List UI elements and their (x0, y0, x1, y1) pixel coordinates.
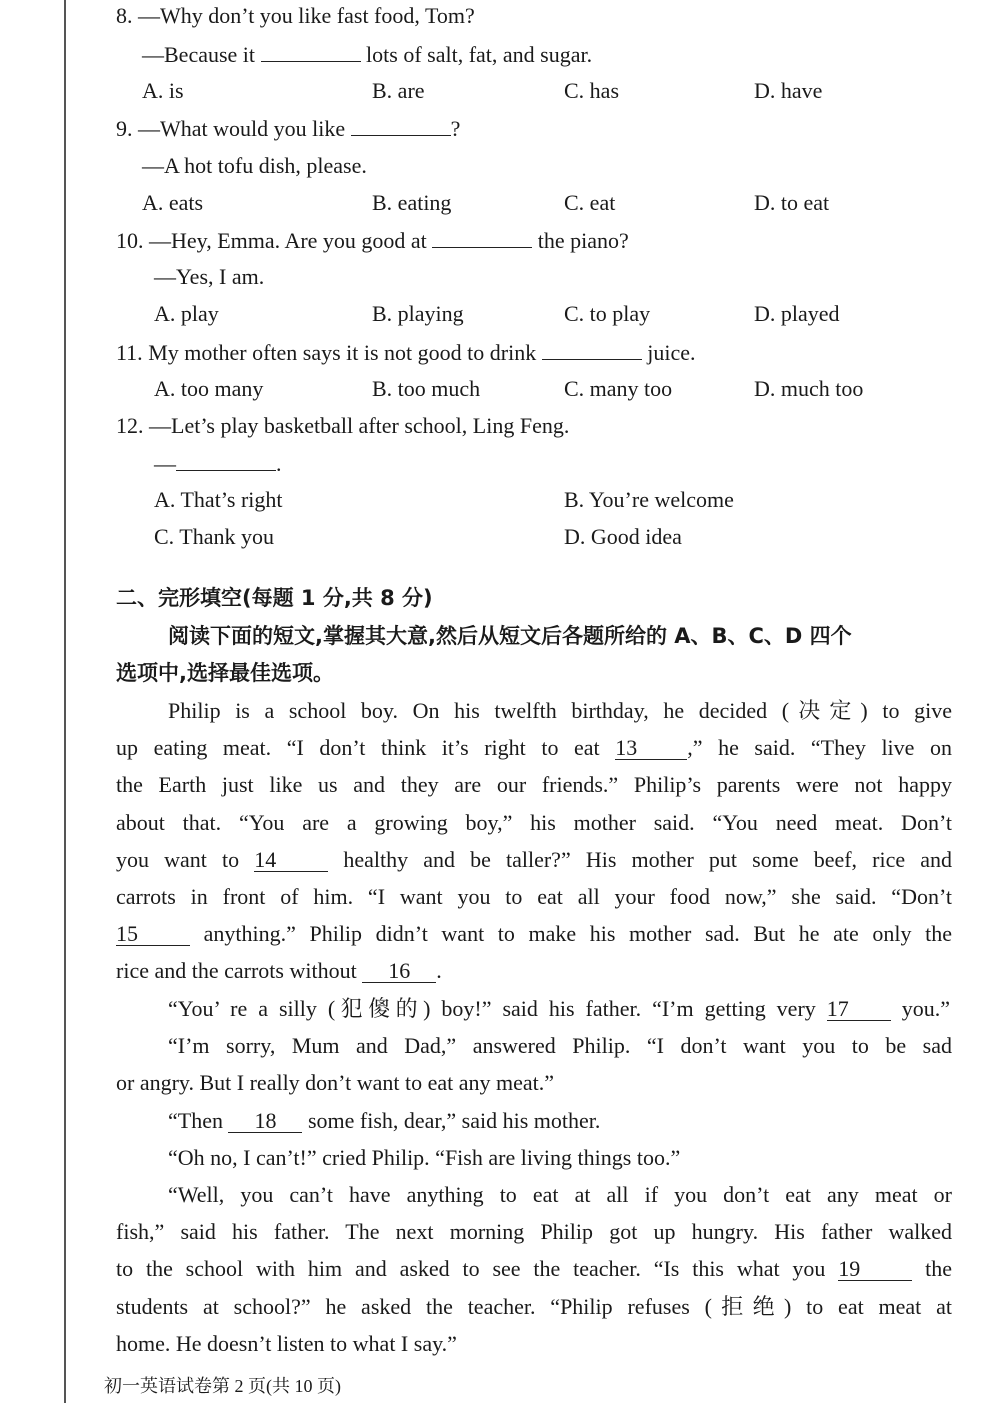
blank-16[interactable]: 16 (362, 960, 436, 983)
answer-blank (432, 227, 532, 248)
q8-option-c[interactable]: C. has (564, 78, 619, 103)
q12-option-b[interactable]: B. You’re welcome (564, 487, 734, 512)
section-instruction-1: 阅读下面的短文,掌握其大意,然后从短文后各题所给的 A、B、C、D 四个 (168, 624, 852, 648)
answer-blank (542, 339, 642, 360)
section-title: 二、完形填空(每题 1 分,共 8 分) (116, 586, 433, 610)
q9-line2: —A hot tofu dish, please. (142, 153, 367, 178)
q10-option-b[interactable]: B. playing (372, 301, 464, 326)
answer-blank (351, 115, 451, 136)
passage-line-8: rice and the carrots without 16 . (116, 958, 442, 983)
q8-line1: —Why don’t you like fast food, Tom? (138, 3, 475, 28)
margin-line (64, 0, 66, 1403)
blank-17[interactable]: 17 (827, 998, 891, 1021)
q10-option-a[interactable]: A. play (154, 301, 219, 326)
q12-option-a[interactable]: A. That’s right (154, 487, 283, 512)
q8-option-b[interactable]: B. are (372, 78, 425, 103)
section-instruction-2: 选项中,选择最佳选项。 (116, 661, 334, 685)
passage-line-6: carrots in front of him. “I want you to eat all your food now,” she said. “Don’t (116, 884, 952, 909)
q11-option-c[interactable]: C. many too (564, 376, 673, 401)
q9-option-a[interactable]: A. eats (142, 190, 204, 215)
blank-15[interactable]: 15 (116, 923, 190, 946)
answer-blank (176, 450, 276, 471)
passage-line-12: “Then 18 some fish, dear,” said his mother. (168, 1108, 601, 1133)
passage-line-14: “Well, you can’t have anything to eat at all if you don’t eat any meat or (168, 1182, 952, 1207)
q8-option-a[interactable]: A. is (142, 78, 184, 103)
passage-line-1: Philip is a school boy. On his twelfth birthday, he decided (决定) to give (168, 698, 952, 723)
passage-line-4: about that. “You are a growing boy,” his mother said. “You need meat. Don’t (116, 810, 952, 835)
blank-14[interactable]: 14 (254, 849, 328, 872)
q9-stem: 9. —What would you like ? (116, 116, 461, 141)
passage-line-9: “You’ re a silly (犯傻的) boy!” said his father. “I’m getting very 17 you.” (168, 996, 950, 1021)
passage-line-5: you want to 14 healthy and be taller?” His mother put some beef, rice and (116, 847, 953, 872)
q12-option-d[interactable]: D. Good idea (564, 524, 682, 549)
passage-line-13: “Oh no, I can’t!” cried Philip. “Fish are living things too.” (168, 1145, 681, 1170)
q8-number: 8. (116, 3, 133, 28)
passage-line-10: “I’m sorry, Mum and Dad,” answered Philip. “I don’t want you to be sad (168, 1033, 952, 1058)
q8-line2: —Because it lots of salt, fat, and sugar. (142, 42, 593, 67)
q12-stem: 12. —Let’s play basketball after school, Ling Feng. (116, 413, 570, 438)
q12-line2: — . (154, 451, 282, 476)
blank-19[interactable]: 19 (838, 1258, 912, 1281)
q11-option-a[interactable]: A. too many (154, 376, 264, 401)
passage-line-15: fish,” said his father. The next morning Philip got up hungry. His father walked (116, 1219, 952, 1244)
passage-line-7: 15 anything.” Philip didn’t want to make his mother sad. But he ate only the (116, 921, 952, 946)
passage-line-18: home. He doesn’t listen to what I say.” (116, 1331, 457, 1356)
passage-line-2: up eating meat. “I don’t think it’s right to eat 13 ,” he said. “They live on (116, 735, 953, 760)
q11-stem: 11. My mother often says it is not good to drink juice. (116, 340, 696, 365)
q9-option-b[interactable]: B. eating (372, 190, 452, 215)
q10-stem: 10. —Hey, Emma. Are you good at the piano? (116, 228, 629, 253)
q12-option-c[interactable]: C. Thank you (154, 524, 274, 549)
blank-13[interactable]: 13 (615, 737, 687, 760)
q9-option-c[interactable]: C. eat (564, 190, 616, 215)
page-footer: 初一英语试卷第 2 页(共 10 页) (104, 1376, 341, 1396)
q8-stem (116, 3, 475, 29)
passage-line-17: students at school?” he asked the teacher. “Philip refuses (拒绝) to eat meat at (116, 1294, 952, 1319)
q10-line2: —Yes, I am. (154, 264, 265, 289)
passage-line-16: to the school with him and asked to see the teacher. “Is this what you 19 the (116, 1256, 953, 1281)
q9-option-d[interactable]: D. to eat (754, 190, 830, 215)
passage-line-11: or angry. But I really don’t want to eat any meat.” (116, 1070, 555, 1095)
q10-option-d[interactable]: D. played (754, 301, 840, 326)
q10-option-c[interactable]: C. to play (564, 301, 651, 326)
q11-option-b[interactable]: B. too much (372, 376, 481, 401)
q11-option-d[interactable]: D. much too (754, 376, 864, 401)
blank-18[interactable]: 18 (228, 1110, 302, 1133)
answer-blank (261, 41, 361, 62)
passage-line-3: the Earth just like us and they are our friends.” Philip’s parents were not happy (116, 772, 952, 797)
q8-option-d[interactable]: D. have (754, 78, 823, 103)
